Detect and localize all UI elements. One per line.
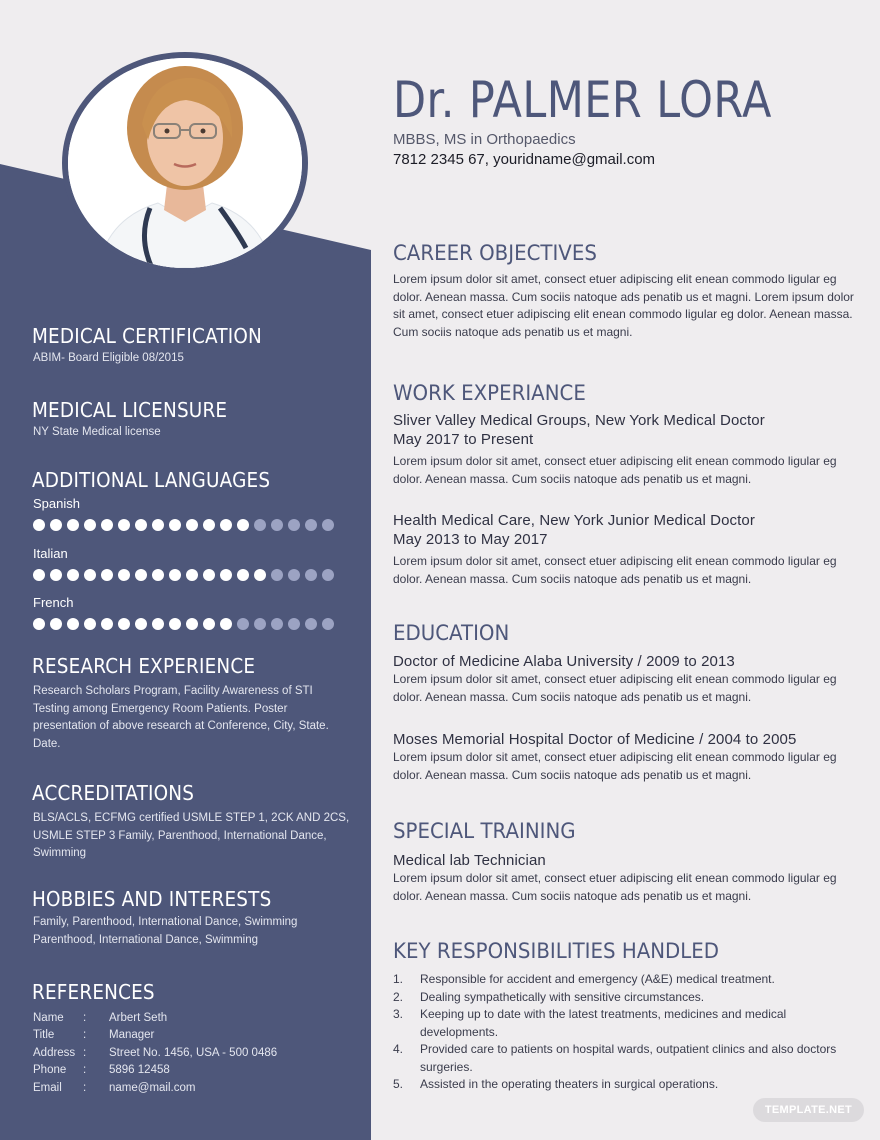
responsibilities-heading: KEY RESPONSIBILITIES HANDLED	[393, 939, 720, 964]
accreditations-text: BLS/ACLS, ECFMG certified USMLE STEP 1, 2CK AND 2CS, USMLE STEP 3 Family, Parenthood, International Dance, Swimming	[33, 812, 350, 859]
language-item	[32, 595, 352, 630]
training-text: Lorem ipsum dolor sit amet, consect etuer adipiscing elit enean commodo ligular eg dolor. Aenean massa. Cum sociis natoque ads penatib us et magni.	[393, 871, 837, 903]
level-dot-filled	[186, 519, 198, 531]
education-heading-text: Moses Memorial Hospital Doctor of Medicine / 2004 to 2005	[393, 731, 797, 748]
level-dot-filled	[67, 519, 79, 531]
level-dot-filled	[203, 618, 215, 630]
degree-text: MBBS, MS in Orthopaedics	[393, 131, 576, 148]
language-level-dots	[32, 519, 352, 531]
reference-row	[32, 1009, 277, 1027]
level-dot-filled	[169, 519, 181, 531]
responsibility-text: Assisted in the operating theaters in surgical operations.	[420, 1077, 719, 1091]
responsibility-text: Responsible for accident and emergency (A&E) medical treatment.	[420, 972, 775, 986]
job-role: Health Medical Care, New York Junior Medical Doctor	[393, 512, 755, 529]
licensure-text: NY State Medical license	[33, 426, 161, 438]
education-entry	[393, 730, 859, 784]
reference-row	[32, 1044, 277, 1062]
training-heading: SPECIAL TRAINING	[393, 819, 576, 844]
responsibility-number: 3.	[393, 1007, 404, 1021]
career-text: Lorem ipsum dolor sit amet, consect etuer adipiscing elit enean commodo ligular eg dolor. Aenean massa. Cum sociis natoque ads penatib us et magni. Lorem ipsum dolor sit amet, consect etuer adipiscing elit enean commodo ligular eg dolor. Aenean massa. Cum sociis natoque ads penatib us et magni.	[393, 272, 854, 339]
level-dot-filled	[254, 569, 266, 581]
level-dot-filled	[33, 618, 45, 630]
level-dot-filled	[152, 618, 164, 630]
job-dates: May 2013 to May 2017	[393, 531, 548, 548]
hobbies-text: Family, Parenthood, International Dance, Swimming Parenthood, International Dance, Swimming	[33, 916, 298, 946]
level-dot-filled	[101, 618, 113, 630]
level-dot-filled	[135, 569, 147, 581]
reference-label: Phone	[33, 1064, 67, 1077]
level-dot-empty	[305, 569, 317, 581]
level-dot-filled	[220, 569, 232, 581]
responsibility-text: Dealing sympathetically with sensitive circumstances.	[420, 989, 705, 1004]
level-dot-filled	[33, 519, 45, 531]
education-section	[393, 621, 859, 784]
level-dot-filled	[118, 618, 130, 630]
licensure-heading: MEDICAL LICENSURE	[32, 398, 228, 422]
level-dot-empty	[305, 618, 317, 630]
certification-text: ABIM- Board Eligible 08/2015	[33, 352, 184, 364]
level-dot-empty	[305, 519, 317, 531]
responsibility-number: 4.	[393, 1042, 404, 1056]
level-dot-filled	[152, 519, 164, 531]
level-dot-empty	[254, 618, 266, 630]
language-level-dots	[32, 618, 352, 630]
resume-header	[393, 72, 859, 168]
licensure-section	[32, 397, 352, 442]
responsibility-item	[393, 989, 859, 1007]
level-dot-filled	[101, 519, 113, 531]
level-dot-filled	[203, 519, 215, 531]
language-item	[32, 546, 352, 581]
responsibility-number: 5.	[393, 1077, 404, 1091]
doctor-name: Dr. PALMER LORA	[393, 71, 772, 129]
career-section	[393, 241, 859, 341]
level-dot-filled	[220, 519, 232, 531]
language-name: French	[33, 595, 74, 610]
level-dot-empty	[322, 618, 334, 630]
references-heading: REFERENCES	[32, 980, 155, 1004]
accreditations-heading: ACCREDITATIONS	[32, 781, 195, 805]
level-dot-empty	[271, 519, 283, 531]
research-heading: RESEARCH EXPERIENCE	[32, 654, 256, 678]
job-text: Lorem ipsum dolor sit amet, consect etuer adipiscing elit enean commodo ligular eg dolor. Aenean massa. Cum sociis natoque ads penatib us et magni.	[393, 454, 837, 486]
contact-info: 7812 2345 67, youridname@gmail.com	[393, 151, 656, 168]
languages-heading: ADDITIONAL LANGUAGES	[32, 468, 271, 492]
education-heading: EDUCATION	[393, 621, 510, 646]
training-section	[393, 819, 859, 905]
references-table	[32, 1009, 277, 1097]
languages-section	[32, 467, 352, 630]
level-dot-filled	[186, 618, 198, 630]
training-subheading: Medical lab Technician	[393, 852, 546, 869]
certification-section	[32, 323, 352, 368]
work-section	[393, 381, 859, 588]
reference-separator: :	[83, 1081, 87, 1094]
hobbies-heading: HOBBIES AND INTERESTS	[32, 887, 272, 911]
level-dot-filled	[118, 569, 130, 581]
level-dot-filled	[118, 519, 130, 531]
job-dates: May 2017 to Present	[393, 431, 534, 448]
education-entry	[393, 652, 859, 706]
education-text: Lorem ipsum dolor sit amet, consect etuer adipiscing elit enean commodo ligular eg dolor. Aenean massa. Cum sociis natoque ads penatib us et magni.	[393, 750, 837, 782]
level-dot-filled	[101, 569, 113, 581]
level-dot-filled	[67, 618, 79, 630]
level-dot-filled	[152, 569, 164, 581]
responsibilities-list	[393, 971, 859, 1094]
responsibility-text: Keeping up to date with the latest treatments, medicines and medical developments.	[420, 1007, 787, 1039]
level-dot-filled	[237, 519, 249, 531]
language-item	[32, 496, 352, 531]
level-dot-filled	[50, 618, 62, 630]
research-section	[32, 653, 352, 753]
education-heading-text: Doctor of Medicine Alaba University / 2009 to 2013	[393, 653, 735, 670]
job-role: Sliver Valley Medical Groups, New York Medical Doctor	[393, 412, 765, 429]
level-dot-filled	[237, 569, 249, 581]
level-dot-filled	[203, 569, 215, 581]
reference-label: Name	[33, 1011, 64, 1024]
responsibility-item	[393, 1076, 859, 1094]
reference-separator: :	[83, 1011, 87, 1024]
certification-heading: MEDICAL CERTIFICATION	[32, 324, 263, 348]
level-dot-empty	[237, 618, 249, 630]
language-level-dots	[32, 569, 352, 581]
reference-row	[32, 1027, 277, 1045]
reference-separator: :	[83, 1029, 87, 1042]
career-heading: CAREER OBJECTIVES	[393, 241, 597, 266]
level-dot-filled	[84, 519, 96, 531]
responsibility-number: 2.	[393, 989, 404, 1004]
responsibility-item	[393, 971, 859, 989]
responsibility-item	[393, 1006, 859, 1041]
level-dot-filled	[50, 569, 62, 581]
level-dot-empty	[271, 569, 283, 581]
reference-row	[32, 1062, 277, 1080]
references-section	[32, 979, 352, 1097]
hobbies-section	[32, 886, 352, 949]
reference-separator: :	[83, 1064, 87, 1077]
level-dot-filled	[220, 618, 232, 630]
responsibility-item	[393, 1041, 859, 1076]
reference-row	[32, 1079, 277, 1097]
reference-value: 5896 12458	[109, 1064, 170, 1077]
education-text: Lorem ipsum dolor sit amet, consect etuer adipiscing elit enean commodo ligular eg dolor. Aenean massa. Cum sociis natoque ads penatib us et magni.	[393, 672, 837, 704]
level-dot-filled	[169, 569, 181, 581]
work-heading: WORK EXPERIANCE	[393, 381, 586, 406]
reference-label: Email	[33, 1081, 62, 1094]
template-watermark[interactable]: TEMPLATE.NET	[753, 1098, 864, 1122]
level-dot-filled	[186, 569, 198, 581]
accreditations-section	[32, 780, 352, 863]
level-dot-filled	[33, 569, 45, 581]
level-dot-filled	[135, 519, 147, 531]
job-entry	[393, 511, 859, 588]
reference-value: name@mail.com	[109, 1081, 196, 1094]
responsibilities-section	[393, 939, 859, 1094]
job-text: Lorem ipsum dolor sit amet, consect etuer adipiscing elit enean commodo ligular eg dolor. Aenean massa. Cum sociis natoque ads penatib us et magni.	[393, 554, 837, 586]
level-dot-filled	[169, 618, 181, 630]
reference-value: Arbert Seth	[109, 1011, 168, 1024]
level-dot-empty	[288, 519, 300, 531]
responsibility-text: Provided care to patients on hospital wards, outpatient clinics and also doctors surgeries.	[420, 1042, 837, 1074]
level-dot-filled	[84, 569, 96, 581]
level-dot-filled	[50, 519, 62, 531]
job-entry	[393, 411, 859, 488]
reference-value: Street No. 1456, USA - 500 0486	[109, 1046, 278, 1059]
level-dot-empty	[288, 569, 300, 581]
research-text: Research Scholars Program, Facility Awareness of STI Testing among Emergency Room Patients. Poster presentation of above research at Conference, City, State. Date.	[33, 685, 329, 750]
reference-label: Address	[33, 1046, 76, 1059]
level-dot-filled	[84, 618, 96, 630]
level-dot-empty	[271, 618, 283, 630]
level-dot-empty	[322, 569, 334, 581]
responsibility-number: 1.	[393, 972, 404, 986]
language-name: Spanish	[33, 496, 80, 511]
reference-label: Title	[33, 1029, 55, 1042]
level-dot-empty	[288, 618, 300, 630]
level-dot-filled	[67, 569, 79, 581]
reference-separator: :	[83, 1046, 87, 1059]
profile-photo	[62, 52, 308, 274]
level-dot-filled	[135, 618, 147, 630]
language-name: Italian	[33, 546, 68, 561]
reference-value: Manager	[109, 1029, 155, 1042]
level-dot-empty	[322, 519, 334, 531]
doctor-portrait-image	[68, 58, 302, 268]
level-dot-empty	[254, 519, 266, 531]
